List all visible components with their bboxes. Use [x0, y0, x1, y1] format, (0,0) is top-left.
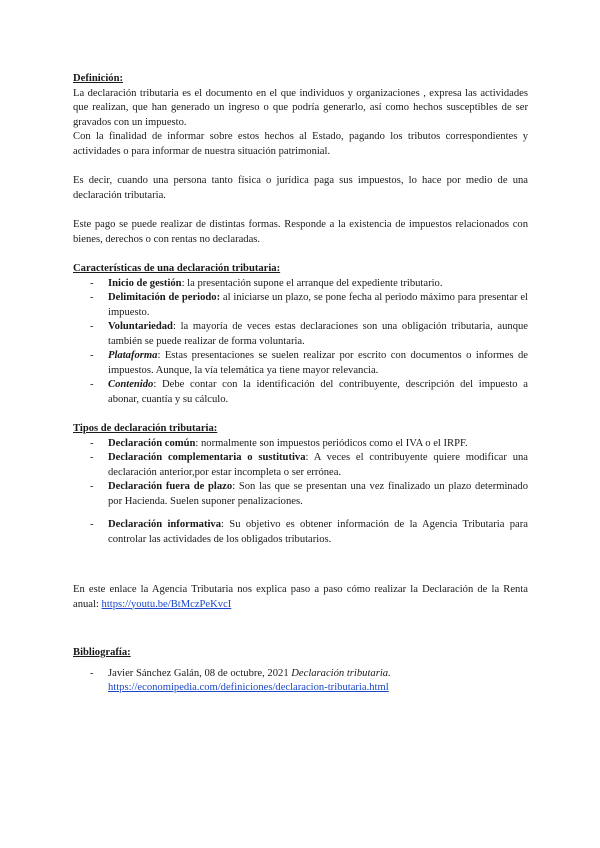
item-text: : la presentación supone el arranque del expediente tributario. [181, 277, 443, 289]
item-text: : A veces el contribuyente quiere modificar una declaración anterior,por estar incompleta o ser errónea. [108, 452, 528, 478]
item-term: Plataforma [108, 350, 158, 361]
document-page [73, 72, 528, 696]
bibliografia-list [73, 667, 528, 696]
economipedia-link[interactable]: https://economipedia.com/definiciones/declaracion-tributaria.html [108, 682, 389, 693]
list-item [73, 277, 528, 292]
item-term: Delimitación de periodo: [108, 292, 221, 303]
tipos-list [73, 437, 528, 548]
list-item [73, 320, 528, 349]
bibliografia-entry-title: Declaración tributaria. [291, 667, 391, 679]
caracteristicas-heading: Características de una declaración tributaria: [73, 263, 281, 274]
enlace-paragraph [73, 583, 528, 612]
item-term: Declaración común [108, 437, 196, 449]
item-term: Declaración informativa [108, 519, 222, 530]
item-term: Declaración complementaria o sustitutiva [108, 452, 306, 463]
item-term: Declaración fuera de plazo [108, 481, 233, 492]
list-item [73, 437, 528, 452]
list-item [73, 480, 528, 509]
list-item [73, 291, 528, 320]
tipos-heading: Tipos de declaración tributaria: [73, 423, 218, 434]
list-item [73, 378, 528, 407]
item-text: : la mayoría de veces estas declaraciones son una obligación tributaria, aunque también se puede realizar de forma voluntaria. [108, 321, 528, 347]
item-term: Voluntariedad [108, 321, 173, 332]
item-text: : Estas presentaciones se suelen realizar por escrito con documentos o informes de impuestos. Aunque, la vía telemática ya tiene mayor relevancia. [108, 350, 528, 376]
list-item [73, 349, 528, 378]
item-term: Inicio de gestión [108, 277, 182, 289]
definicion-paragraph-1: La declaración tributaria es el documento en el que individuos y organizaciones , expresa las actividades que realizan, que han generado un ingreso o que podría generarlo, así como hechos susceptibles de ser gravados con un impuesto. [73, 87, 528, 128]
bibliografia-entry-text: Javier Sánchez Galán, 08 de octubre, 2021 [108, 667, 292, 679]
enlace-text: En este enlace la Agencia Tributaria nos explica paso a paso cómo realizar la Declaración de la Renta anual: [73, 584, 528, 610]
list-item [73, 451, 528, 480]
item-term: Contenido [108, 379, 154, 390]
list-item [73, 667, 528, 696]
definicion-heading: Definición: [73, 73, 124, 84]
item-text: : Su objetivo es obtener información de la Agencia Tributaria para controlar las actividades de los obligados tributarios. [108, 519, 528, 545]
definicion-paragraph-2: Con la finalidad de informar sobre estos hechos al Estado, pagando los tributos correspondientes y actividades o para informar de nuestra situación patrimonial. [73, 131, 528, 157]
item-text: : Debe contar con la identificación del contribuyente, descripción del impuesto a abonar, cuantía y su cálculo. [108, 379, 528, 405]
definicion-paragraph-3: Es decir, cuando una persona tanto física o jurídica paga sus impuestos, lo hace por medio de una declaración tributaria. [73, 175, 528, 201]
definicion-paragraph-4: Este pago se puede realizar de distintas formas. Responde a la existencia de impuestos relacionados con bienes, derechos o con rentas no declaradas. [73, 219, 528, 245]
list-item [73, 518, 528, 547]
bibliografia-heading: Bibliografía: [73, 647, 131, 658]
caracteristicas-list [73, 277, 528, 408]
youtube-link[interactable]: https://youtu.be/BtMczPeKvcI [101, 598, 232, 610]
item-text: : Son las que se presentan una vez finalizado un plazo determinado por Hacienda. Suelen suponer penalizaciones. [108, 481, 529, 507]
item-text: : normalmente son impuestos periódicos como el IVA o el IRPF. [195, 437, 468, 449]
item-text: al iniciarse un plazo, se pone fecha al periodo máximo para presentar el impuesto. [108, 292, 528, 318]
